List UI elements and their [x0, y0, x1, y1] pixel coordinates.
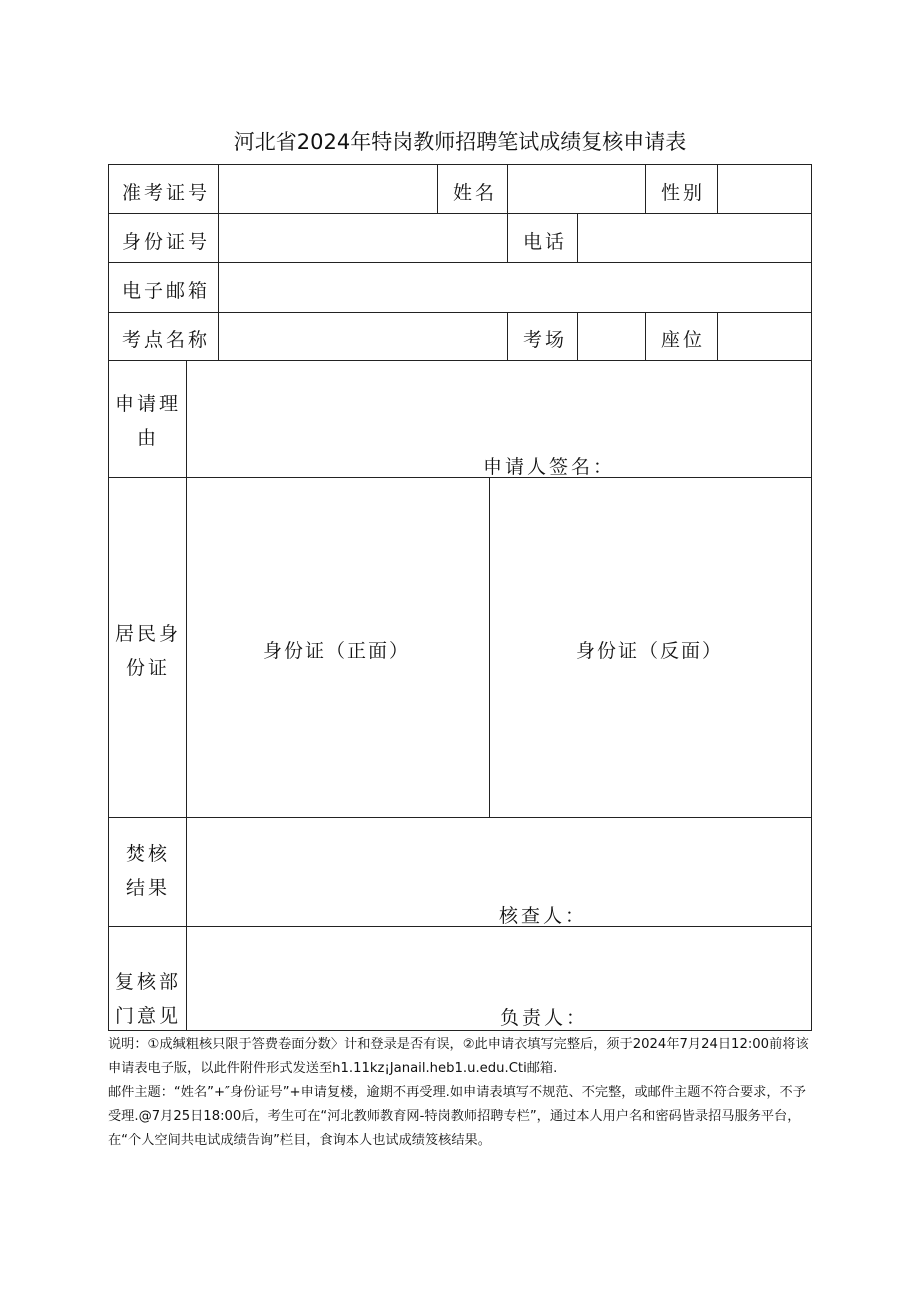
exam-site-field[interactable]: [218, 312, 508, 361]
notes: [108, 1033, 814, 1153]
seat-label: 座位: [661, 329, 706, 351]
gender-field[interactable]: [717, 164, 812, 214]
id-number-label: 身份证号: [122, 231, 211, 253]
dept-opinion-label-cell: [108, 926, 187, 1031]
exam-id-label-cell: [108, 164, 219, 214]
phone-label-cell: [507, 213, 578, 263]
exam-id-field[interactable]: [218, 164, 438, 214]
id-number-field[interactable]: [218, 213, 508, 263]
email-label: 电子邮箱: [122, 280, 211, 302]
review-result-label-line2: 结果: [125, 877, 170, 899]
dept-opinion-label-line1: 复核部: [114, 971, 181, 993]
exam-room-field[interactable]: [577, 312, 646, 361]
form-title: 河北省2024年特岗教师招聘笔试成绩复核申请表: [233, 130, 687, 154]
email-field[interactable]: [218, 262, 812, 313]
reason-label-line1: 申请理: [114, 393, 181, 415]
review-result-field[interactable]: [186, 817, 812, 927]
dept-opinion-field[interactable]: [186, 926, 812, 1031]
checker-label: 核查人：: [499, 905, 588, 927]
name-label: 姓名: [453, 182, 498, 204]
id-number-label-cell: [108, 213, 219, 263]
exam-site-label: 考点名称: [122, 329, 211, 351]
dept-opinion-label-line2: 门意见: [114, 1005, 181, 1027]
id-front-area[interactable]: [186, 477, 490, 818]
seat-field[interactable]: [717, 312, 812, 361]
id-card-label: [109, 617, 187, 685]
name-field[interactable]: [507, 164, 646, 214]
reason-label-line2: 由: [136, 427, 159, 449]
seat-label-cell: [645, 312, 718, 361]
id-back-area[interactable]: [489, 477, 812, 818]
phone-field[interactable]: [577, 213, 812, 263]
dept-opinion-label: [109, 965, 187, 1033]
responsible-label: 负责人：: [500, 1007, 589, 1029]
applicant-signature-label: 申请人签名：: [483, 456, 616, 478]
exam-id-label: 准考证号: [122, 182, 211, 204]
notes-line2: 邮件主题：“姓名”+″身份证号”+申请复楼，逾期不再受理.如申请表填写不规范、不完整，或邮件主题不符合要求，不予受理.@7月25日18:00后，考生可在“河北教师教育网-特岗教师招聘专栏”，通过本人用户名和密码皆录招马服务平台，在“个人空间共电试成绩告询”栏目，食询本人也试成绩笈核结果。: [108, 1085, 806, 1148]
reason-label-cell: [108, 360, 187, 478]
phone-label: 电话: [523, 231, 568, 253]
review-result-label-cell: [108, 817, 187, 927]
reason-field[interactable]: [186, 360, 812, 478]
notes-line1: 说明：①成缄粗核只限于答费卷面分数〉计和登录是否有误，②此申请衣填写完整后，须于2024年7月24日12:00前将该申请表电子版，以此件附件形式发送至h1.11kz¡Janail.heb1.u.edu.Cti邮箱.: [108, 1037, 809, 1076]
review-result-label-line1: 焚核: [125, 843, 170, 865]
review-result-label: [109, 837, 187, 905]
reason-label: [109, 387, 187, 455]
id-card-label-cell: [108, 477, 187, 818]
id-card-label-line2: 份证: [125, 657, 170, 679]
name-label-cell: [437, 164, 508, 214]
exam-room-label: 考场: [523, 329, 568, 351]
email-label-cell: [108, 262, 219, 313]
gender-label: 性别: [661, 182, 706, 204]
gender-label-cell: [645, 164, 718, 214]
exam-site-label-cell: [108, 312, 219, 361]
id-card-label-line1: 居民身: [114, 623, 181, 645]
id-front-label: 身份证（正面）: [263, 640, 411, 662]
id-back-label: 身份证（反面）: [576, 640, 724, 662]
exam-room-label-cell: [507, 312, 578, 361]
